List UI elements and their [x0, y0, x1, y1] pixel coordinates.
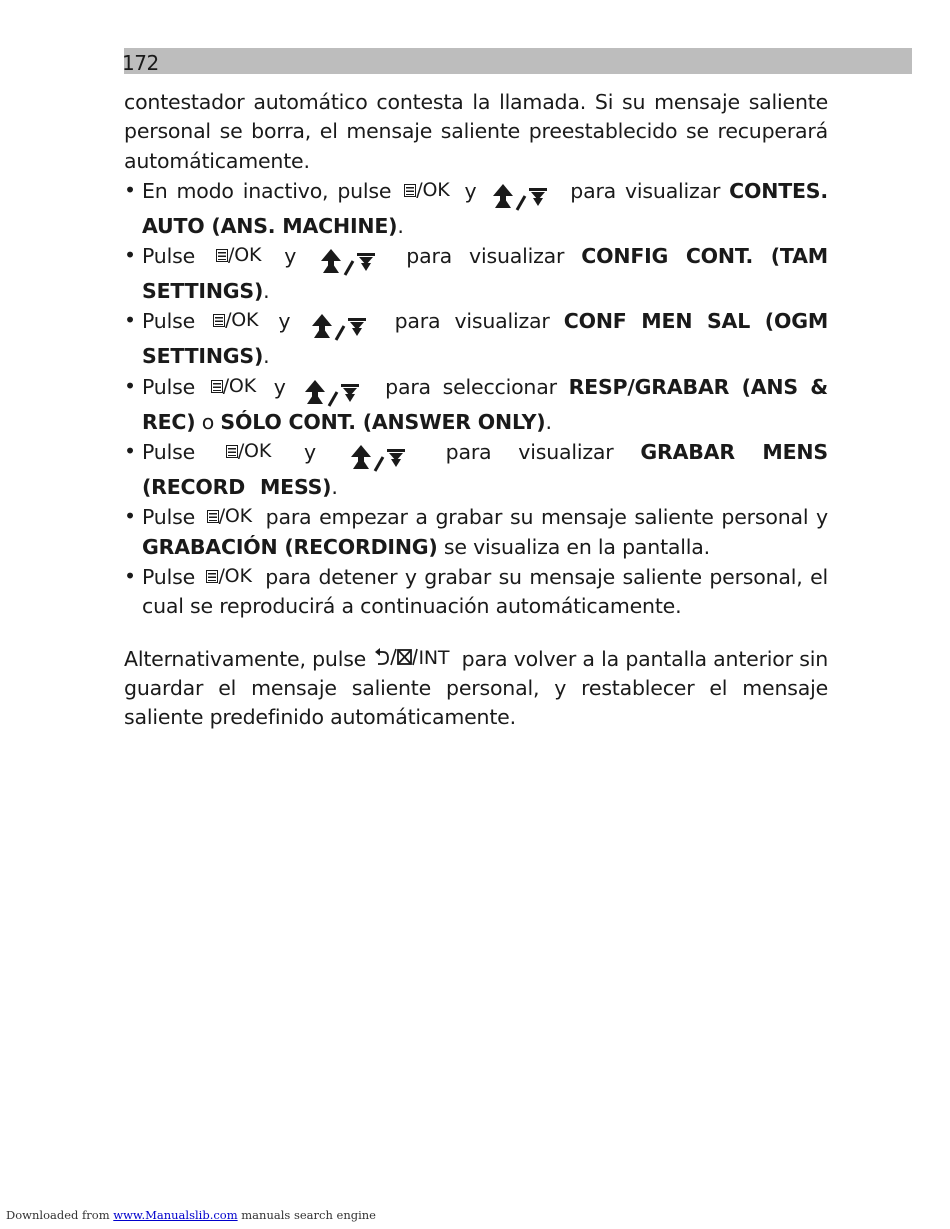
list-item: • Pulse /OK y para seleccionar RESP/GRABAR (ANS & REC) o SÓLO CONT. (ANSWER ONLY).	[124, 372, 828, 437]
manualslib-link[interactable]: www.Manualslib.com	[113, 1208, 238, 1222]
manual-content	[124, 88, 828, 732]
back-clear-icon	[374, 648, 418, 666]
up-down-nav-icon	[303, 378, 367, 408]
menu-icon	[404, 184, 416, 197]
menu-icon	[213, 314, 225, 327]
list-item: • Pulse /OK para empezar a grabar su mensaje saliente personal y GRABACIÓN (RECORDING) se visualiza en la pantalla.	[124, 502, 828, 562]
up-down-nav-icon	[319, 247, 383, 277]
back-clear-int-key: INT	[374, 644, 449, 673]
step-list	[124, 176, 828, 622]
menu-ok-key: /OK	[207, 502, 252, 531]
page-header-bar	[124, 48, 912, 74]
menu-ok-key: /OK	[404, 176, 449, 205]
download-footer: Downloaded from www.Manualslib.com manuals search engine	[6, 1208, 376, 1222]
menu-ok-key: /OK	[211, 372, 256, 401]
menu-icon	[226, 445, 238, 458]
list-item: • Pulse /OK y para visualizar CONF MEN SAL (OGM SETTINGS).	[124, 306, 828, 371]
menu-ok-key: /OK	[206, 562, 251, 591]
menu-ok-key: /OK	[216, 241, 261, 270]
menu-icon	[211, 380, 223, 393]
step-text: En modo inactivo, pulse	[142, 178, 392, 203]
menu-icon	[216, 249, 228, 262]
menu-icon	[207, 510, 219, 523]
page-number: 172	[122, 51, 159, 75]
list-item: • En modo inactivo, pulse /OK y para visualizar CONTES. AUTO (ANS. MACHINE).	[124, 176, 828, 241]
up-down-nav-icon	[491, 182, 555, 212]
list-item: • Pulse /OK para detener y grabar su mensaje saliente personal, el cual se reproducirá a continuación automáticamente.	[124, 562, 828, 622]
list-item: • Pulse /OK y para visualizar GRABAR MENS (RECORD MESS).	[124, 437, 828, 502]
list-item: • Pulse /OK y para visualizar CONFIG CONT. (TAM SETTINGS).	[124, 241, 828, 306]
menu-icon	[206, 570, 218, 583]
menu-ok-key: /OK	[226, 437, 271, 466]
up-down-nav-icon	[349, 443, 413, 473]
up-down-nav-icon	[310, 312, 374, 342]
menu-ok-key: /OK	[213, 306, 258, 335]
alternative-paragraph: Alternativamente, pulse INT para volver a la pantalla anterior sin guardar el mensaje saliente personal, y restablecer el mensaje saliente predefinido automáticamente.	[124, 644, 828, 733]
intro-paragraph: contestador automático contesta la llamada. Si su mensaje saliente personal se borra, el mensaje saliente preestablecido se recuperará automáticamente.	[124, 90, 828, 173]
